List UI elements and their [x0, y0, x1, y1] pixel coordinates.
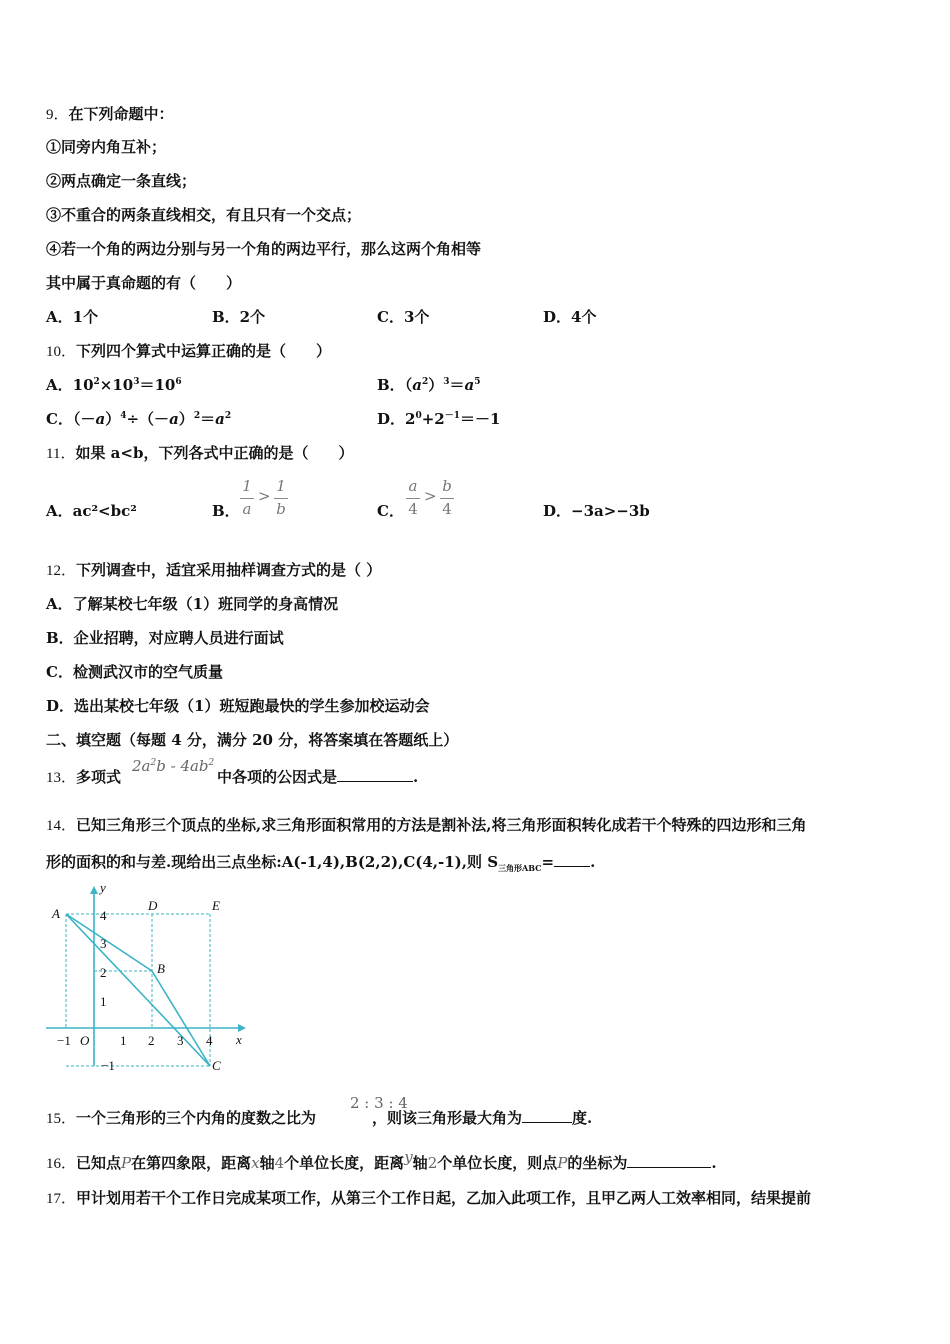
q16-y: y — [404, 1148, 413, 1166]
q15-number: 15． — [46, 1111, 77, 1127]
q16-end: . — [711, 1154, 717, 1172]
q10-option-a-label: A． — [46, 376, 73, 394]
q13-end: . — [413, 768, 419, 786]
q15-stem — [46, 1108, 592, 1129]
tick-y-3: 3 — [100, 936, 107, 951]
q11c-num-b: b — [442, 477, 452, 495]
tick-x-neg1: −1 — [57, 1033, 71, 1048]
q16-t7: 的坐标为 — [567, 1154, 628, 1172]
q12-option-a: A．了解某校七年级（1）班同学的身高情况 — [46, 595, 339, 613]
q14-number: 14． — [46, 818, 77, 834]
q9-item-1: ①同旁内角互补； — [46, 138, 167, 156]
q10-stem-text: 下列四个算式中运算正确的是（ ） — [76, 342, 332, 360]
q16-t6: 个单位长度，则点 — [437, 1154, 558, 1172]
q11b-num-2: 1 — [276, 477, 286, 495]
q10-option-d: D．$2^0+2^{-1}=-1$ — [377, 410, 501, 428]
q11-stem-text: 如果 a<b，下列各式中正确的是（ ） — [75, 444, 354, 462]
y-axis-arrow — [90, 886, 98, 894]
origin-label: O — [80, 1033, 90, 1048]
q13-polynomial: $2a^2b - 4ab^2$ — [132, 757, 215, 775]
tick-x-3: 3 — [177, 1033, 184, 1048]
q11b-den-a: a — [242, 500, 252, 518]
q9-ask: 其中属于真命题的有（ ） — [46, 274, 242, 292]
q11c-num-a: a — [408, 477, 418, 495]
q15-pre: 一个三角形的三个内角的度数之比为 — [76, 1109, 317, 1127]
q16-point-p-2: P — [557, 1154, 568, 1172]
q11c-bar-1 — [406, 498, 420, 499]
q17-number: 17． — [46, 1191, 77, 1207]
label-point-d: D — [148, 898, 158, 913]
segment-ab — [66, 914, 152, 971]
x-axis-label: x — [236, 1032, 242, 1047]
label-point-e: E — [212, 898, 220, 913]
tick-y-1: 1 — [100, 994, 107, 1009]
q10-option-b-label: B． — [377, 376, 405, 394]
label-point-c: C — [212, 1058, 221, 1073]
q11-stem — [46, 443, 353, 464]
q12-stem-text: 下列调查中，适宜采用抽样调查方式的是（ ） — [76, 561, 382, 579]
section-fill-in-heading: 二、填空题（每题 4 分，满分 20 分，将答案填在答题纸上） — [46, 731, 459, 749]
q11c-den-4b: 4 — [442, 500, 452, 518]
q12-stem — [46, 560, 381, 581]
q16-t2: 在第四象限，距离 — [131, 1154, 252, 1172]
y-axis-label: y — [100, 880, 106, 895]
q16-t1: 已知点 — [76, 1154, 122, 1172]
q15-post: ，则该三角形最大角为 — [372, 1109, 523, 1127]
q16-four: 4 — [274, 1154, 285, 1172]
tick-x-4: 4 — [206, 1033, 213, 1048]
q16-x: x — [251, 1154, 260, 1172]
tick-y-2: 2 — [100, 965, 107, 980]
q11-option-c-label: C． — [377, 502, 404, 520]
q10-option-d-label: D． — [377, 410, 406, 428]
q10-option-c-label: C． — [46, 410, 73, 428]
q9-stem — [46, 104, 174, 125]
segment-bc — [152, 971, 210, 1066]
q13-number: 13． — [46, 770, 77, 786]
q16-two: 2 — [427, 1154, 438, 1172]
q15-ratio: 2 : 3 : 4 — [350, 1094, 408, 1112]
q16-t4: 个单位长度，距离 — [284, 1154, 405, 1172]
q9-stem-text: 在下列命题中： — [68, 105, 174, 123]
q11-number: 11． — [46, 446, 76, 462]
tick-y-neg1: −1 — [101, 1058, 115, 1073]
q14-text-2: 形的面积的和与差.现给出三点坐标:A(-1,4),B(2,2),C(4,-1),则 S — [46, 853, 499, 871]
q14-text-1: 已知三角形三个顶点的坐标,求三角形面积常用的方法是割补法,将三角形面积转化成若干个特殊的四边形和三角 — [76, 816, 807, 834]
q13-answer-blank[interactable] — [337, 767, 413, 782]
q10-option-a: A．$10^2\times 10^3=10^6$ — [46, 376, 182, 394]
q10-stem — [46, 341, 331, 362]
q16-t5: 轴 — [412, 1154, 428, 1172]
q13-pre: 多项式 — [76, 768, 122, 786]
label-point-b: B — [157, 961, 165, 976]
q14-end: . — [590, 853, 596, 871]
q12-option-d: D．选出某校七年级（1）班短跑最快的学生参加校运动会 — [46, 697, 430, 715]
q11c-gt: > — [424, 487, 437, 505]
q11-option-b-label: B． — [212, 502, 240, 520]
q12-option-c: C．检测武汉市的空气质量 — [46, 663, 223, 681]
q11c-bar-2 — [440, 498, 454, 499]
q9-number: 9． — [46, 107, 69, 123]
q13-post: 中各项的公因式是 — [217, 768, 338, 786]
q14-line-2 — [46, 852, 595, 872]
q9-option-a: A．1个 — [46, 308, 99, 326]
tick-x-1: 1 — [120, 1033, 127, 1048]
label-point-a: A — [52, 906, 60, 921]
q9-item-3: ③不重合的两条直线相交，有且只有一个交点； — [46, 206, 362, 224]
q11-option-a: A．ac²<bc² — [46, 502, 137, 520]
q9-item-4: ④若一个角的两边分别与另一个角的两边平行，那么这两个角相等 — [46, 240, 482, 258]
q14-answer-blank[interactable] — [554, 852, 590, 867]
q14-equals: = — [541, 853, 555, 871]
q11b-gt: > — [258, 487, 271, 505]
q15-end: 度. — [572, 1109, 593, 1127]
q9-option-d: D．4个 — [543, 308, 597, 326]
q10-option-c: C．$(-a)^4\div(-a)^2=a^2$ — [46, 410, 232, 428]
q11b-bar-1 — [240, 498, 254, 499]
q9-option-c: C．3个 — [377, 308, 430, 326]
q16-point-p: P — [121, 1154, 132, 1172]
q11b-bar-2 — [274, 498, 288, 499]
q16-stem — [46, 1148, 717, 1174]
q10-number: 10． — [46, 344, 77, 360]
q11-option-d: D．−3a>−3b — [543, 502, 650, 520]
x-axis-arrow — [238, 1024, 246, 1032]
tick-x-2: 2 — [148, 1033, 155, 1048]
q11b-num-1: 1 — [242, 477, 252, 495]
q16-t3: 轴 — [259, 1154, 275, 1172]
q17-stem — [46, 1188, 811, 1209]
q14-line-1 — [46, 815, 806, 836]
q12-number: 12． — [46, 563, 77, 579]
q9-item-2: ②两点确定一条直线； — [46, 172, 197, 190]
q13-stem — [46, 767, 418, 788]
q11c-den-4a: 4 — [408, 500, 418, 518]
q12-option-b: B．企业招聘，对应聘人员进行面试 — [46, 629, 284, 647]
q11b-den-b: b — [276, 500, 286, 518]
q15-answer-blank[interactable] — [522, 1108, 572, 1123]
q14-subscript: 三角形ABC — [498, 863, 542, 873]
q9-option-b: B．2个 — [212, 308, 266, 326]
q16-answer-blank[interactable] — [627, 1153, 711, 1168]
tick-y-4: 4 — [100, 908, 107, 923]
coordinate-figure — [40, 880, 260, 1080]
q10-option-b: B．$(a^2)^3=a^5$ — [377, 376, 481, 394]
q17-text: 甲计划用若干个工作日完成某项工作，从第三个工作日起，乙加入此项工作，且甲乙两人工效率相同，结果提前 — [76, 1189, 812, 1207]
q16-number: 16． — [46, 1156, 77, 1172]
